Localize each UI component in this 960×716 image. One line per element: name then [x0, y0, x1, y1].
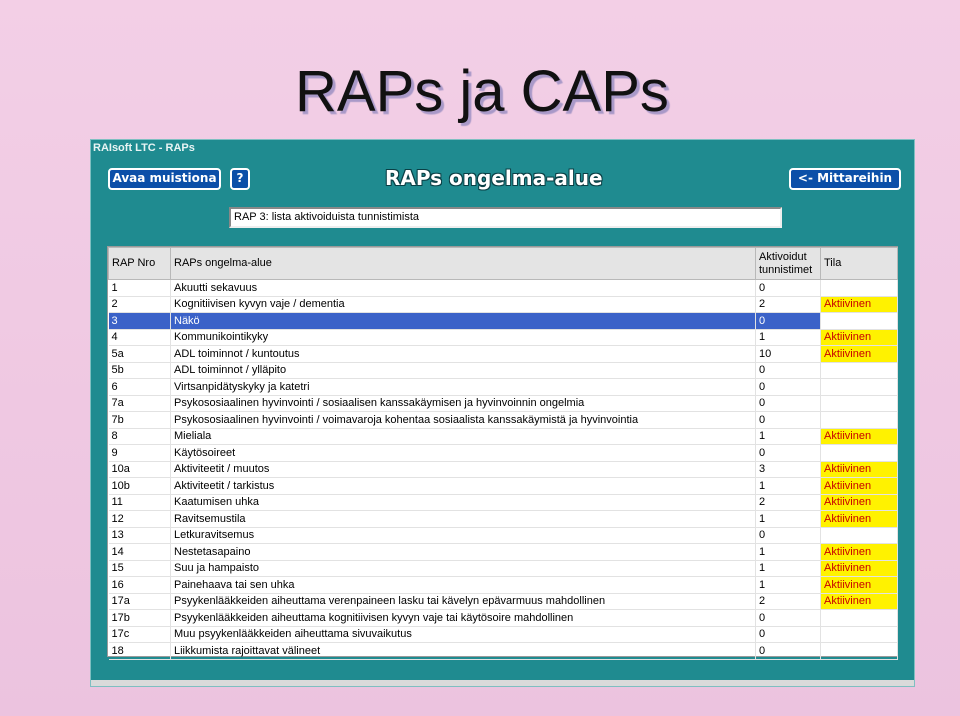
- table-row[interactable]: [109, 428, 898, 445]
- cell-triggers: 0: [756, 313, 821, 330]
- cell-problem-area: Letkuravitsemus: [171, 527, 756, 544]
- cell-triggers: 2: [756, 296, 821, 313]
- table-row[interactable]: [109, 478, 898, 495]
- table-row[interactable]: [109, 395, 898, 412]
- cell-triggers: 0: [756, 412, 821, 429]
- cell-problem-area: Liikkumista rajoittavat välineet: [171, 643, 756, 660]
- cell-problem-area: Mieliala: [171, 428, 756, 445]
- table-row[interactable]: [109, 461, 898, 478]
- cell-triggers: 1: [756, 560, 821, 577]
- table-header-row: [109, 248, 898, 280]
- cell-problem-area: Psykososiaalinen hyvinvointi / voimavaroja kohentaa sosiaalista kanssakäymistä ja hyvinvointia: [171, 412, 756, 429]
- cell-rap-nro: 10a: [109, 461, 171, 478]
- table-row[interactable]: [109, 527, 898, 544]
- cell-rap-nro: 17b: [109, 610, 171, 627]
- cell-rap-nro: 2: [109, 296, 171, 313]
- header-rap-nro[interactable]: RAP Nro: [109, 248, 171, 280]
- table-row[interactable]: [109, 313, 898, 330]
- cell-problem-area: Virtsanpidätyskyky ja katetri: [171, 379, 756, 396]
- cell-rap-nro: 8: [109, 428, 171, 445]
- cell-rap-nro: 9: [109, 445, 171, 462]
- cell-status: [821, 527, 898, 544]
- cell-rap-nro: 14: [109, 544, 171, 561]
- cell-triggers: 0: [756, 280, 821, 297]
- cell-status: [821, 626, 898, 643]
- cell-triggers: 0: [756, 445, 821, 462]
- slide-title: RAPs ja CAPs: [295, 59, 669, 124]
- cell-problem-area: Kommunikointikyky: [171, 329, 756, 346]
- cell-triggers: 2: [756, 593, 821, 610]
- cell-status: [821, 445, 898, 462]
- cell-status: [821, 643, 898, 660]
- cell-rap-nro: 17c: [109, 626, 171, 643]
- table-row[interactable]: [109, 593, 898, 610]
- cell-triggers: 0: [756, 610, 821, 627]
- cell-triggers: 10: [756, 346, 821, 363]
- cell-status: Aktiivinen: [821, 461, 898, 478]
- open-as-memo-button[interactable]: Avaa muistiona: [108, 168, 221, 190]
- screen-heading: RAPs ongelma-alue: [385, 166, 603, 190]
- table-row[interactable]: [109, 329, 898, 346]
- table-row[interactable]: [109, 577, 898, 594]
- cell-status: Aktiivinen: [821, 544, 898, 561]
- cell-problem-area: Käytösoireet: [171, 445, 756, 462]
- cell-rap-nro: 18: [109, 643, 171, 660]
- cell-triggers: 0: [756, 379, 821, 396]
- cell-problem-area: Aktiviteetit / muutos: [171, 461, 756, 478]
- cell-triggers: 1: [756, 478, 821, 495]
- cell-status: [821, 412, 898, 429]
- cell-rap-nro: 12: [109, 511, 171, 528]
- cell-status: Aktiivinen: [821, 560, 898, 577]
- cell-problem-area: Näkö: [171, 313, 756, 330]
- cell-status: Aktiivinen: [821, 577, 898, 594]
- table-row[interactable]: [109, 379, 898, 396]
- cell-problem-area: Kaatumisen uhka: [171, 494, 756, 511]
- cell-problem-area: Nestetasapaino: [171, 544, 756, 561]
- cell-status: Aktiivinen: [821, 428, 898, 445]
- cell-status: Aktiivinen: [821, 593, 898, 610]
- cell-triggers: 0: [756, 643, 821, 660]
- cell-status: [821, 379, 898, 396]
- table-row[interactable]: [109, 544, 898, 561]
- cell-status: [821, 313, 898, 330]
- cell-problem-area: ADL toiminnot / ylläpito: [171, 362, 756, 379]
- cell-triggers: 2: [756, 494, 821, 511]
- cell-status: Aktiivinen: [821, 346, 898, 363]
- cell-rap-nro: 4: [109, 329, 171, 346]
- table-row[interactable]: [109, 494, 898, 511]
- cell-triggers: 1: [756, 544, 821, 561]
- cell-triggers: 0: [756, 395, 821, 412]
- info-field[interactable]: RAP 3: lista aktivoiduista tunnistimista: [229, 207, 782, 228]
- cell-status: [821, 395, 898, 412]
- cell-rap-nro: 7a: [109, 395, 171, 412]
- window-title: RAIsoft LTC - RAPs: [91, 140, 914, 156]
- window-bottom-bar: [91, 680, 914, 686]
- raps-grid: [107, 246, 898, 657]
- cell-status: Aktiivinen: [821, 296, 898, 313]
- cell-rap-nro: 5a: [109, 346, 171, 363]
- help-button[interactable]: ?: [230, 168, 250, 190]
- cell-triggers: 1: [756, 577, 821, 594]
- cell-status: [821, 280, 898, 297]
- table-row[interactable]: [109, 643, 898, 660]
- cell-problem-area: Muu psyykenlääkkeiden aiheuttama sivuvaikutus: [171, 626, 756, 643]
- raps-table: [108, 247, 898, 660]
- cell-triggers: 1: [756, 511, 821, 528]
- cell-rap-nro: 11: [109, 494, 171, 511]
- cell-problem-area: Painehaava tai sen uhka: [171, 577, 756, 594]
- cell-status: Aktiivinen: [821, 494, 898, 511]
- header-triggers[interactable]: Aktivoidut tunnistimet: [756, 248, 821, 280]
- table-row[interactable]: [109, 626, 898, 643]
- cell-status: [821, 362, 898, 379]
- cell-problem-area: Kognitiivisen kyvyn vaje / dementia: [171, 296, 756, 313]
- header-problem-area[interactable]: RAPs ongelma-alue: [171, 248, 756, 280]
- cell-rap-nro: 1: [109, 280, 171, 297]
- cell-problem-area: Psyykenlääkkeiden aiheuttama kognitiivisen kyvyn vaje tai käytösoire mahdollinen: [171, 610, 756, 627]
- table-row[interactable]: [109, 280, 898, 297]
- cell-triggers: 0: [756, 626, 821, 643]
- app-window: [90, 139, 915, 687]
- cell-status: Aktiivinen: [821, 511, 898, 528]
- cell-rap-nro: 13: [109, 527, 171, 544]
- cell-problem-area: Psyykenlääkkeiden aiheuttama verenpaineen lasku tai kävelyn epävarmuus mahdollinen: [171, 593, 756, 610]
- cell-problem-area: Ravitsemustila: [171, 511, 756, 528]
- cell-problem-area: Psykososiaalinen hyvinvointi / sosiaalisen kanssakäymisen ja hyvinvoinnin ongelmia: [171, 395, 756, 412]
- cell-triggers: 1: [756, 329, 821, 346]
- cell-status: [821, 610, 898, 627]
- cell-problem-area: ADL toiminnot / kuntoutus: [171, 346, 756, 363]
- table-row[interactable]: [109, 346, 898, 363]
- table-row[interactable]: [109, 296, 898, 313]
- table-row[interactable]: [109, 412, 898, 429]
- cell-triggers: 0: [756, 527, 821, 544]
- cell-rap-nro: 17a: [109, 593, 171, 610]
- cell-rap-nro: 6: [109, 379, 171, 396]
- cell-problem-area: Suu ja hampaisto: [171, 560, 756, 577]
- cell-triggers: 3: [756, 461, 821, 478]
- cell-problem-area: Akuutti sekavuus: [171, 280, 756, 297]
- cell-triggers: 0: [756, 362, 821, 379]
- cell-status: Aktiivinen: [821, 478, 898, 495]
- cell-triggers: 1: [756, 428, 821, 445]
- cell-problem-area: Aktiviteetit / tarkistus: [171, 478, 756, 495]
- cell-rap-nro: 7b: [109, 412, 171, 429]
- cell-rap-nro: 5b: [109, 362, 171, 379]
- table-row[interactable]: [109, 362, 898, 379]
- cell-rap-nro: 15: [109, 560, 171, 577]
- cell-rap-nro: 16: [109, 577, 171, 594]
- cell-rap-nro: 3: [109, 313, 171, 330]
- back-to-meters-button[interactable]: <- Mittareihin: [789, 168, 901, 190]
- header-status[interactable]: Tila: [821, 248, 898, 280]
- table-row[interactable]: [109, 445, 898, 462]
- table-row[interactable]: [109, 511, 898, 528]
- cell-rap-nro: 10b: [109, 478, 171, 495]
- cell-status: Aktiivinen: [821, 329, 898, 346]
- table-row[interactable]: [109, 560, 898, 577]
- table-row[interactable]: [109, 610, 898, 627]
